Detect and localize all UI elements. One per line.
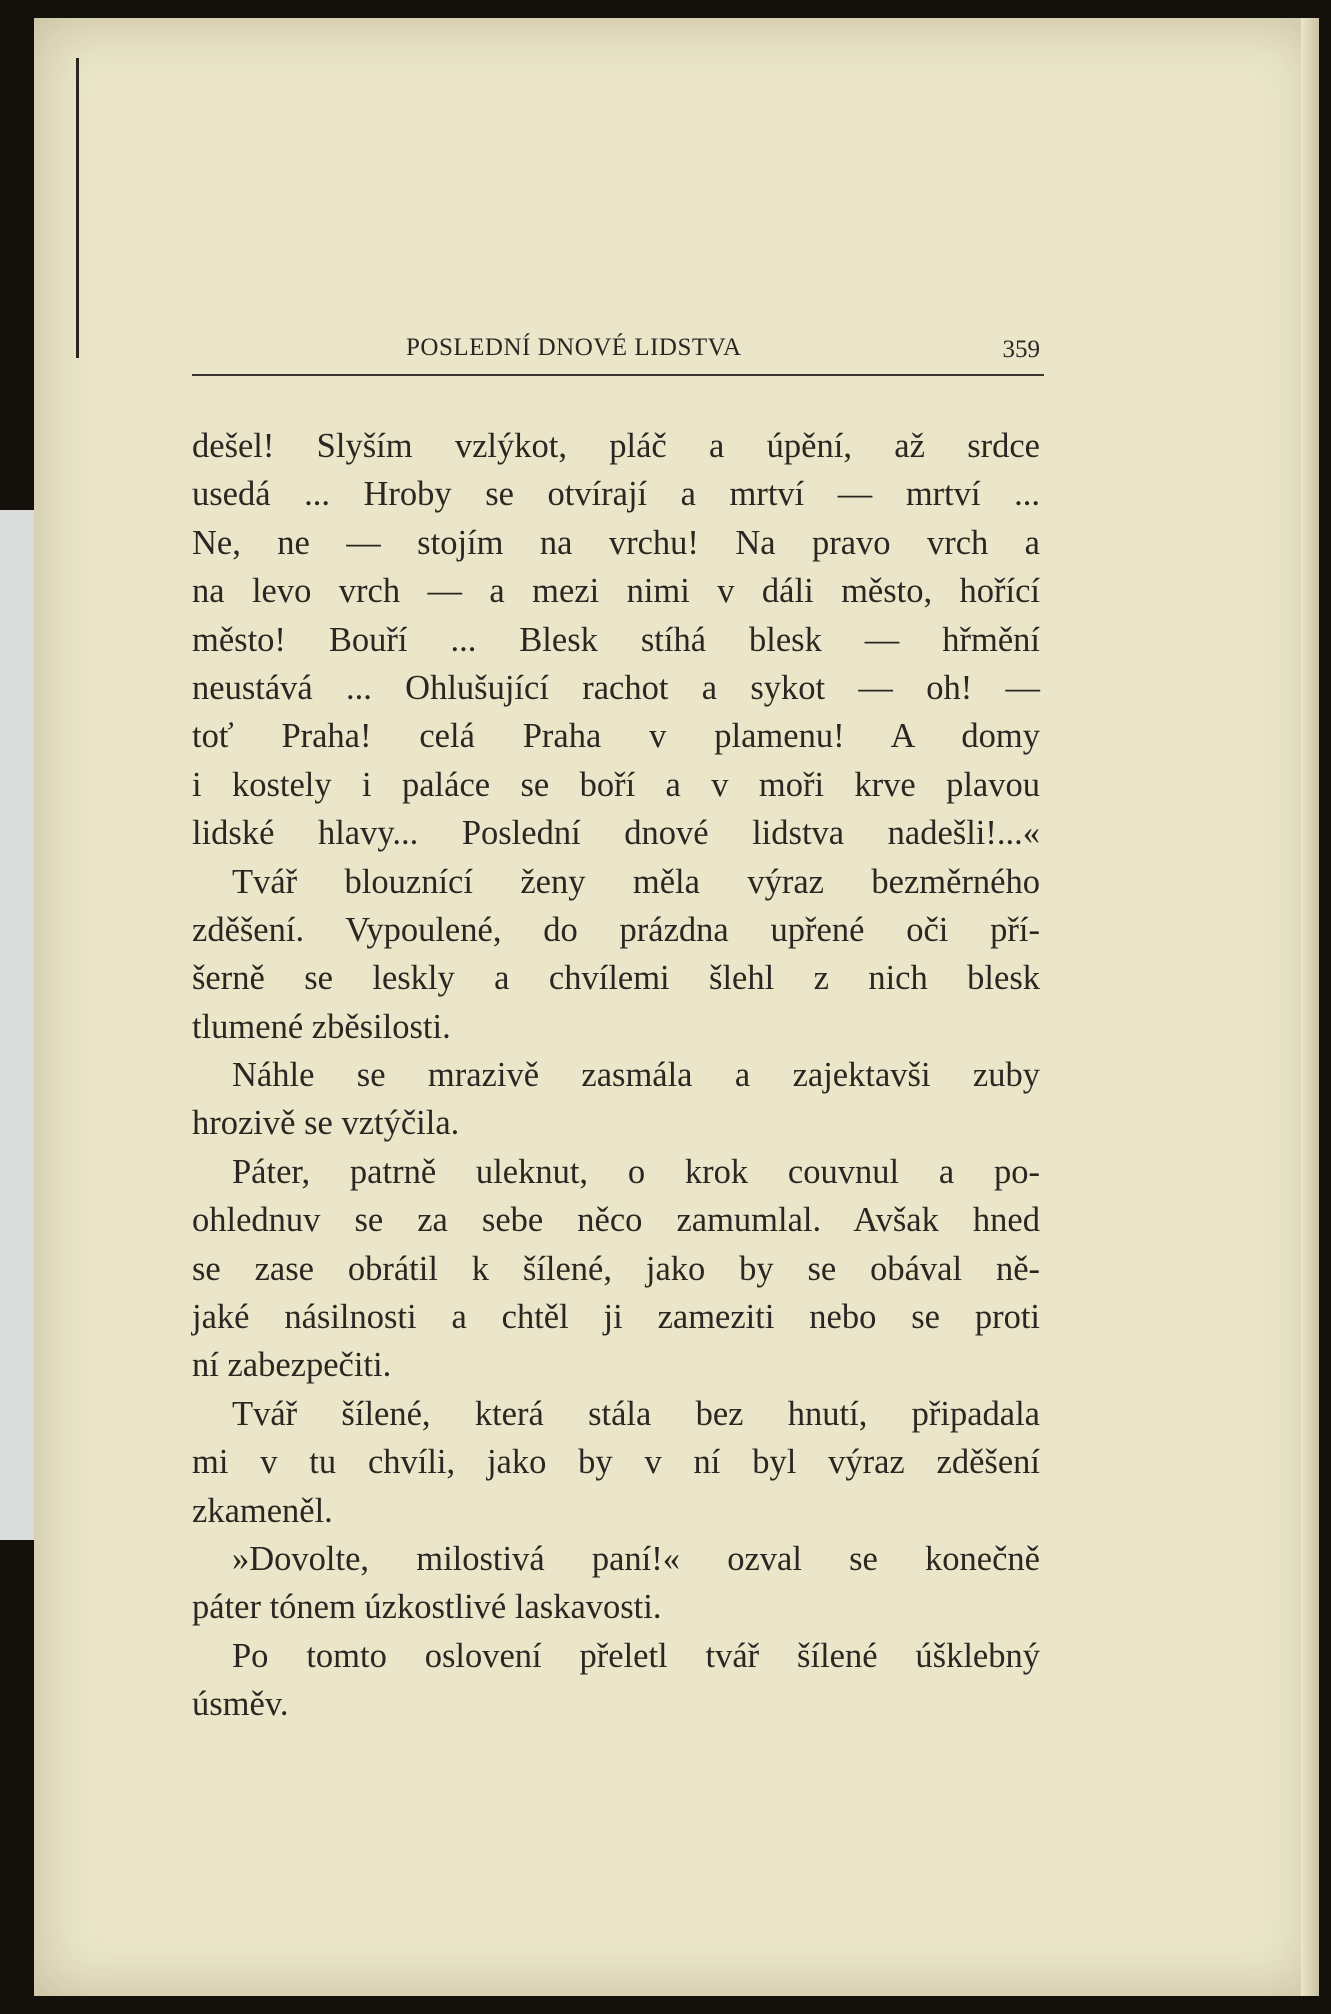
text-line: město! Bouří ... Blesk stíhá blesk — hřmění bbox=[192, 620, 1040, 659]
paragraph bbox=[192, 1390, 1040, 1535]
text-line: jaké násilnosti a chtěl ji zameziti nebo se proti bbox=[192, 1298, 1040, 1337]
text-line: se zase obrátil k šílené, jako by se obával ně- bbox=[192, 1249, 1040, 1288]
text-line: zkameněl. bbox=[192, 1491, 333, 1530]
page-edge-shadow bbox=[1301, 18, 1319, 1996]
running-head bbox=[192, 330, 1044, 376]
text-line: Páter, patrně uleknut, o krok couvnul a po- bbox=[232, 1152, 1040, 1191]
text-line: ní zabezpečiti. bbox=[192, 1346, 392, 1385]
text-line: na levo vrch — a mezi nimi v dáli město, hořící bbox=[192, 572, 1040, 611]
text-line: šerně se leskly a chvílemi šlehl z nich blesk bbox=[192, 959, 1040, 998]
paragraph bbox=[192, 858, 1040, 1052]
text-line: neustává ... Ohlušující rachot a sykot — oh! — bbox=[192, 668, 1040, 707]
text-line: Tvář blouznící ženy měla výraz bezměrného bbox=[232, 862, 1040, 901]
paragraph bbox=[192, 1148, 1040, 1390]
paragraph bbox=[192, 1535, 1040, 1632]
text-line: toť Praha! celá Praha v plamenu! A domy bbox=[192, 717, 1040, 756]
body-text bbox=[192, 422, 1040, 1729]
paragraph bbox=[192, 422, 1040, 858]
binding-edge-line bbox=[76, 58, 79, 358]
text-line: zděšení. Vypoulené, do prázdna upřené oči pří- bbox=[192, 910, 1040, 949]
text-line: usedá ... Hroby se otvírají a mrtví — mrtví ... bbox=[192, 475, 1040, 514]
paragraph bbox=[192, 1051, 1040, 1148]
paragraph bbox=[192, 1632, 1040, 1729]
text-line: dešel! Slyším vzlýkot, pláč a úpění, až srdce bbox=[192, 427, 1040, 465]
text-line: Po tomto oslovení přeletl tvář šílené úšklebný bbox=[232, 1636, 1040, 1675]
text-line: tlumené zběsilosti. bbox=[192, 1007, 451, 1046]
text-line: úsměv. bbox=[192, 1685, 289, 1724]
text-line: »Dovolte, milostivá paní!« ozval se konečně bbox=[232, 1539, 1040, 1578]
text-line: Ne, ne — stojím na vrchu! Na pravo vrch a bbox=[192, 523, 1040, 562]
running-title: POSLEDNÍ DNOVÉ LIDSTVA bbox=[406, 334, 742, 361]
text-line: i kostely i paláce se boří a v moři krve plavou bbox=[192, 765, 1040, 804]
text-line: lidské hlavy... Poslední dnové lidstva nadešli!...« bbox=[192, 814, 1040, 853]
text-line: mi v tu chvíli, jako by v ní byl výraz zděšení bbox=[192, 1443, 1040, 1482]
page-number: 359 bbox=[1002, 336, 1040, 363]
text-line: ohlednuv se za sebe něco zamumlal. Avšak hned bbox=[192, 1201, 1040, 1240]
text-line: páter tónem úzkostlivé laskavosti. bbox=[192, 1588, 662, 1627]
text-line: Náhle se mrazivě zasmála a zajektavši zuby bbox=[232, 1056, 1040, 1095]
text-line: hrozivě se vztýčila. bbox=[192, 1104, 460, 1143]
text-line: Tvář šílené, která stála bez hnutí, připadala bbox=[232, 1394, 1040, 1433]
